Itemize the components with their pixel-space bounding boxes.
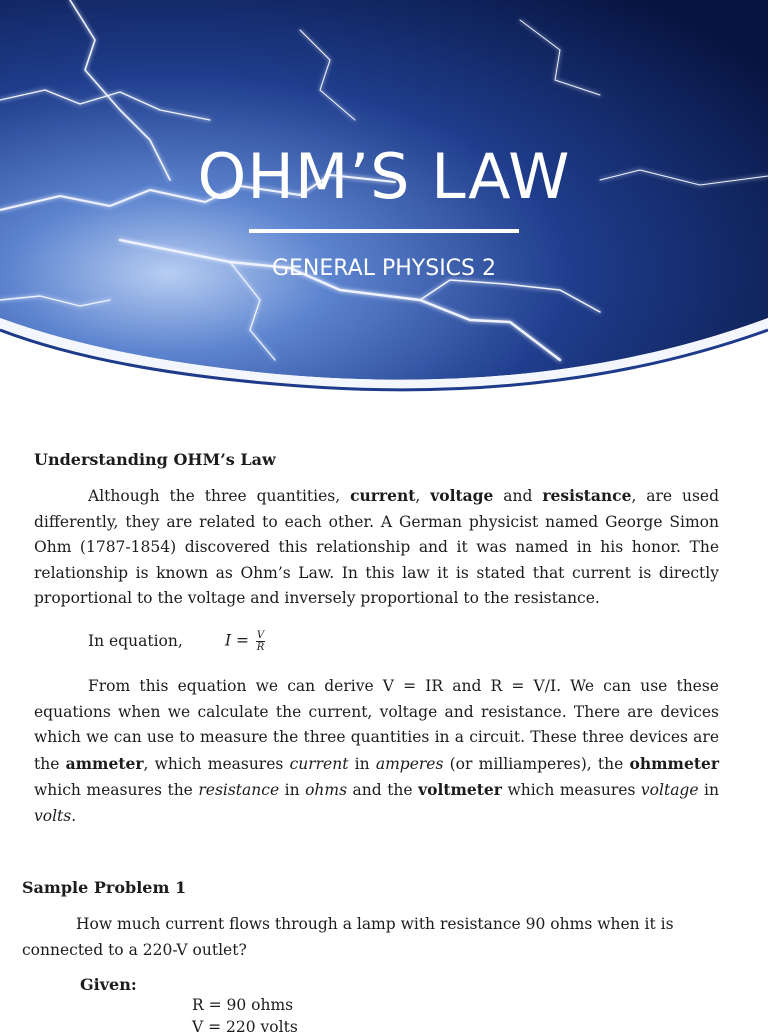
term-ohms: ohms [305, 781, 348, 799]
paragraph-intro [34, 483, 719, 612]
text-run: , which measures [143, 754, 290, 773]
term-voltage: voltage [430, 486, 494, 505]
term-current-italic: current [289, 754, 349, 773]
term-ammeter: ammeter [65, 753, 144, 773]
ohms-law-formula [225, 630, 265, 653]
term-ohmmeter: ohmmeter [629, 753, 720, 773]
text-run: in [279, 781, 306, 799]
term-voltmeter: voltmeter [418, 780, 502, 799]
equation-label: In equation, [88, 631, 183, 650]
given-resistance: R = 90 ohms [192, 996, 294, 1014]
page-title: OHM’S LAW [197, 140, 571, 213]
text-run: which measures the [34, 781, 199, 799]
formula-fraction [256, 630, 265, 653]
text-run: From this equation we can derive V = IR and R = V/I. We can use these equations when we calculate the current, voltage and resistance. There are devices which we can use to measure the three quantities in a circuit. These three devices are the [34, 677, 719, 773]
formula-lhs: I = [224, 631, 249, 650]
text-run: in [698, 781, 719, 799]
paragraph-derivation [34, 674, 719, 829]
fraction-numerator: V [256, 630, 265, 641]
sample-question: How much current flows through a lamp with resistance 90 ohms when it is connected to a 220-V outlet? [22, 915, 674, 959]
text-run: , are used differently, they are related to each other. A German physicist named George Simon Ohm (1787-1854) discovered this relationship and it was named in his honor. The relationship is known as Ohm’s Law. In this law it is stated that current is directly proportional to the voltage and inversely proportional to the resistance. [34, 487, 720, 607]
text-run: Although the three quantities, [88, 487, 351, 505]
equation-row [88, 630, 265, 653]
given-label: Given: [80, 975, 137, 994]
term-resistance-italic: resistance [198, 781, 280, 799]
term-volts: volts [34, 806, 72, 825]
text-run: , [415, 487, 431, 505]
given-voltage: V = 220 volts [192, 1018, 298, 1036]
header-banner [0, 0, 768, 392]
term-amperes: amperes [375, 754, 444, 773]
text-run: and the [347, 781, 419, 799]
section-heading-sample: Sample Problem 1 [22, 878, 187, 897]
text-run: and [493, 487, 543, 505]
fraction-denominator: R [256, 642, 265, 653]
section-heading-understanding: Understanding OHM’s Law [34, 450, 276, 469]
text-run: which measures [501, 781, 641, 799]
text-run: . [71, 806, 77, 825]
term-voltage-italic: voltage [640, 781, 699, 799]
term-current: current [350, 486, 416, 505]
text-run: in [348, 754, 376, 773]
text-run: (or milliamperes), the [443, 754, 630, 773]
title-divider [249, 229, 519, 233]
term-resistance: resistance [542, 486, 632, 505]
page-subtitle: GENERAL PHYSICS 2 [271, 256, 497, 281]
